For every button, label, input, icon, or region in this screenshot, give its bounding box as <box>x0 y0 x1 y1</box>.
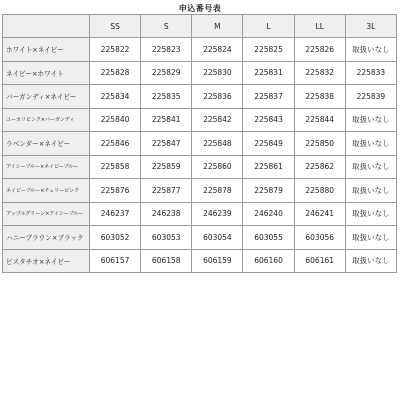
row-color-label: アイシーブルー×ネイビーブルー <box>3 155 90 179</box>
table-row <box>3 61 397 85</box>
order-number-cell: 603052 <box>90 226 141 250</box>
order-number-cell: 225830 <box>192 61 243 85</box>
order-number-cell: 225841 <box>141 108 192 132</box>
row-color-label: ホワイト×ネイビー <box>3 38 90 62</box>
order-number-cell: 225850 <box>294 132 345 156</box>
table-row <box>3 132 397 156</box>
order-number-cell: 225825 <box>243 38 294 62</box>
row-color-label: ハニーブラウン×ブラック <box>3 226 90 250</box>
order-number-cell: 225838 <box>294 85 345 109</box>
order-number-cell: 225832 <box>294 61 345 85</box>
order-number-cell: 225843 <box>243 108 294 132</box>
order-number-cell: 225829 <box>141 61 192 85</box>
order-number-cell: 225848 <box>192 132 243 156</box>
row-color-label: ユーカリピンク×バーガンディ <box>3 108 90 132</box>
size-header-ll: LL <box>294 15 345 38</box>
order-number-cell: 225826 <box>294 38 345 62</box>
order-number-cell: 225846 <box>90 132 141 156</box>
row-color-label: ネイビーブルー×チェリーピンク <box>3 179 90 203</box>
order-number-cell: 225834 <box>90 85 141 109</box>
order-number-cell: 225860 <box>192 155 243 179</box>
order-number-cell: 225880 <box>294 179 345 203</box>
row-color-label: バーガンディ×ネイビー <box>3 85 90 109</box>
order-number-cell: 225861 <box>243 155 294 179</box>
order-number-cell: 225859 <box>141 155 192 179</box>
order-number-cell: 246237 <box>90 202 141 226</box>
order-number-cell: 225878 <box>192 179 243 203</box>
size-header-m: M <box>192 15 243 38</box>
order-number-cell: 225836 <box>192 85 243 109</box>
order-number-cell: 606160 <box>243 249 294 273</box>
table-row <box>3 108 397 132</box>
order-number-cell: 225840 <box>90 108 141 132</box>
order-number-cell: 225822 <box>90 38 141 62</box>
order-number-cell: 246241 <box>294 202 345 226</box>
order-number-cell: 225824 <box>192 38 243 62</box>
corner-cell <box>3 15 90 38</box>
table-title: 申込番号表 <box>178 4 222 13</box>
table-row <box>3 226 397 250</box>
order-number-cell: 225847 <box>141 132 192 156</box>
order-number-cell: 225876 <box>90 179 141 203</box>
order-number-cell: 225858 <box>90 155 141 179</box>
size-header-s: S <box>141 15 192 38</box>
order-number-cell: 603053 <box>141 226 192 250</box>
order-number-table <box>2 14 397 273</box>
order-number-cell: 603055 <box>243 226 294 250</box>
order-number-cell: 取扱いなし <box>345 38 396 62</box>
size-header-3l: 3L <box>345 15 396 38</box>
order-number-cell: 取扱いなし <box>345 226 396 250</box>
size-header-ss: SS <box>90 15 141 38</box>
table-row <box>3 249 397 273</box>
order-number-cell: 225879 <box>243 179 294 203</box>
order-number-cell: 225823 <box>141 38 192 62</box>
order-number-cell: 246240 <box>243 202 294 226</box>
order-number-cell: 225839 <box>345 85 396 109</box>
order-number-cell: 225835 <box>141 85 192 109</box>
order-number-cell: 225828 <box>90 61 141 85</box>
order-number-cell: 246239 <box>192 202 243 226</box>
order-number-cell: 606159 <box>192 249 243 273</box>
table-row <box>3 202 397 226</box>
order-number-cell: 606158 <box>141 249 192 273</box>
order-number-cell: 取扱いなし <box>345 179 396 203</box>
order-number-cell: 取扱いなし <box>345 155 396 179</box>
row-color-label: ピスタチオ×ネイビー <box>3 249 90 273</box>
table-row <box>3 38 397 62</box>
size-header-l: L <box>243 15 294 38</box>
order-number-cell: 取扱いなし <box>345 202 396 226</box>
header-row <box>3 15 397 38</box>
order-number-cell: 取扱いなし <box>345 132 396 156</box>
order-number-cell: 603054 <box>192 226 243 250</box>
order-number-cell: 603056 <box>294 226 345 250</box>
order-number-cell: 225877 <box>141 179 192 203</box>
order-number-cell: 225849 <box>243 132 294 156</box>
order-number-cell: 606161 <box>294 249 345 273</box>
order-number-cell: 取扱いなし <box>345 249 396 273</box>
order-number-cell: 225831 <box>243 61 294 85</box>
order-number-cell: 246238 <box>141 202 192 226</box>
table-row <box>3 85 397 109</box>
row-color-label: ラベンダー×ネイビー <box>3 132 90 156</box>
order-number-cell: 606157 <box>90 249 141 273</box>
row-color-label: アップルグリーン×アイシーブルー <box>3 202 90 226</box>
table-row <box>3 179 397 203</box>
table-row <box>3 155 397 179</box>
order-number-cell: 225844 <box>294 108 345 132</box>
order-number-cell: 225833 <box>345 61 396 85</box>
row-color-label: ネイビー×ホワイト <box>3 61 90 85</box>
order-number-cell: 取扱いなし <box>345 108 396 132</box>
order-number-cell: 225862 <box>294 155 345 179</box>
order-number-cell: 225842 <box>192 108 243 132</box>
order-number-cell: 225837 <box>243 85 294 109</box>
